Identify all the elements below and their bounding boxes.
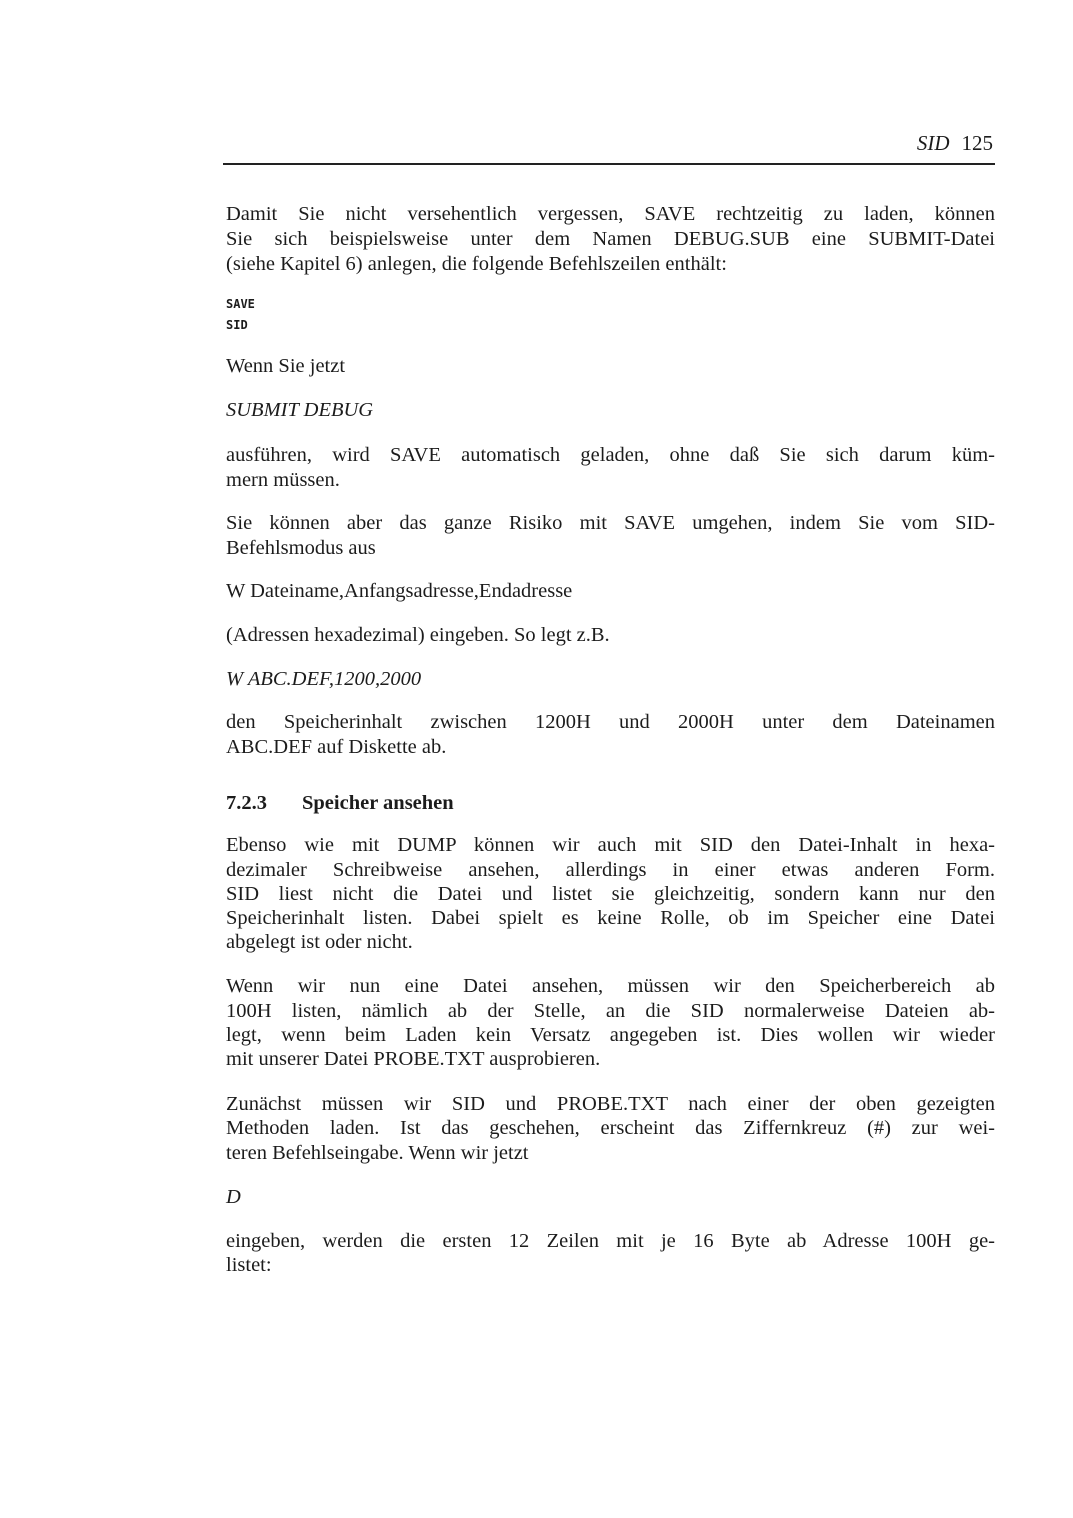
command-example: W ABC.DEF,1200,2000 — [226, 668, 422, 690]
page-number: 125 — [961, 131, 993, 155]
section-number: 7.2.3 — [226, 792, 267, 814]
section-title: Speicher ansehen — [302, 792, 454, 814]
paragraph-line: Methoden laden. Ist das geschehen, erscheint das Ziffernkreuz (#) zur wei- — [226, 1117, 995, 1139]
section-heading — [226, 791, 995, 815]
paragraph-line: mern müssen. — [226, 469, 340, 491]
paragraph-line: ausführen, wird SAVE automatisch geladen, ohne daß Sie sich darum küm- — [226, 444, 995, 466]
paragraph-line: (Adressen hexadezimal) eingeben. So legt z.B. — [226, 624, 610, 646]
command-example: D — [226, 1186, 241, 1208]
paragraph-line: legt, wenn beim Laden kein Versatz angegeben ist. Dies wollen wir wieder — [226, 1024, 995, 1046]
code-line: SID — [226, 318, 248, 332]
code-line: SAVE — [226, 297, 255, 311]
paragraph-line: Wenn wir nun eine Datei ansehen, müssen wir den Speicherbereich ab — [226, 975, 995, 997]
command-example: SUBMIT DEBUG — [226, 399, 374, 421]
running-header — [917, 131, 993, 156]
paragraph-line: teren Befehlseingabe. Wenn wir jetzt — [226, 1142, 529, 1164]
paragraph-line: SID liest nicht die Datei und listet sie gleichzeitig, sondern kann nur den — [226, 883, 995, 905]
paragraph-line: Ebenso wie mit DUMP können wir auch mit SID den Datei-Inhalt in hexa- — [226, 834, 995, 856]
paragraph-line: eingeben, werden die ersten 12 Zeilen mit je 16 Byte ab Adresse 100H ge- — [226, 1230, 995, 1252]
paragraph-line: Sie können aber das ganze Risiko mit SAVE umgehen, indem Sie vom SID- — [226, 512, 995, 534]
paragraph-line: listet: — [226, 1254, 272, 1276]
command-syntax: W Dateiname,Anfangsadresse,Endadresse — [226, 580, 573, 602]
paragraph-line: Befehlsmodus aus — [226, 537, 376, 559]
paragraph-line: mit unserer Datei PROBE.TXT ausprobieren. — [226, 1048, 601, 1070]
paragraph-line: 100H listen, nämlich ab der Stelle, an die SID normalerweise Dateien ab- — [226, 1000, 995, 1022]
paragraph-line: den Speicherinhalt zwischen 1200H und 2000H unter dem Dateinamen — [226, 711, 995, 733]
paragraph-line: (siehe Kapitel 6) anlegen, die folgende Befehlszeilen enthält: — [226, 253, 727, 275]
paragraph-line: Zunächst müssen wir SID und PROBE.TXT nach einer der oben gezeigten — [226, 1093, 995, 1115]
paragraph-line: Damit Sie nicht versehentlich vergessen, SAVE rechtzeitig zu laden, können — [226, 203, 995, 225]
paragraph-line: Sie sich beispielsweise unter dem Namen DEBUG.SUB eine SUBMIT-Datei — [226, 228, 995, 250]
paragraph-line: abgelegt ist oder nicht. — [226, 931, 413, 953]
header-rule — [223, 163, 995, 165]
header-title: SID — [916, 131, 950, 155]
paragraph-line: Speicherinhalt listen. Dabei spielt es keine Rolle, ob im Speicher eine Datei — [226, 907, 995, 929]
paragraph-line: dezimaler Schreibweise ansehen, allerdings in einer etwas anderen Form. — [226, 859, 995, 881]
paragraph-line: ABC.DEF auf Diskette ab. — [226, 736, 447, 758]
paragraph-line: Wenn Sie jetzt — [226, 355, 346, 377]
